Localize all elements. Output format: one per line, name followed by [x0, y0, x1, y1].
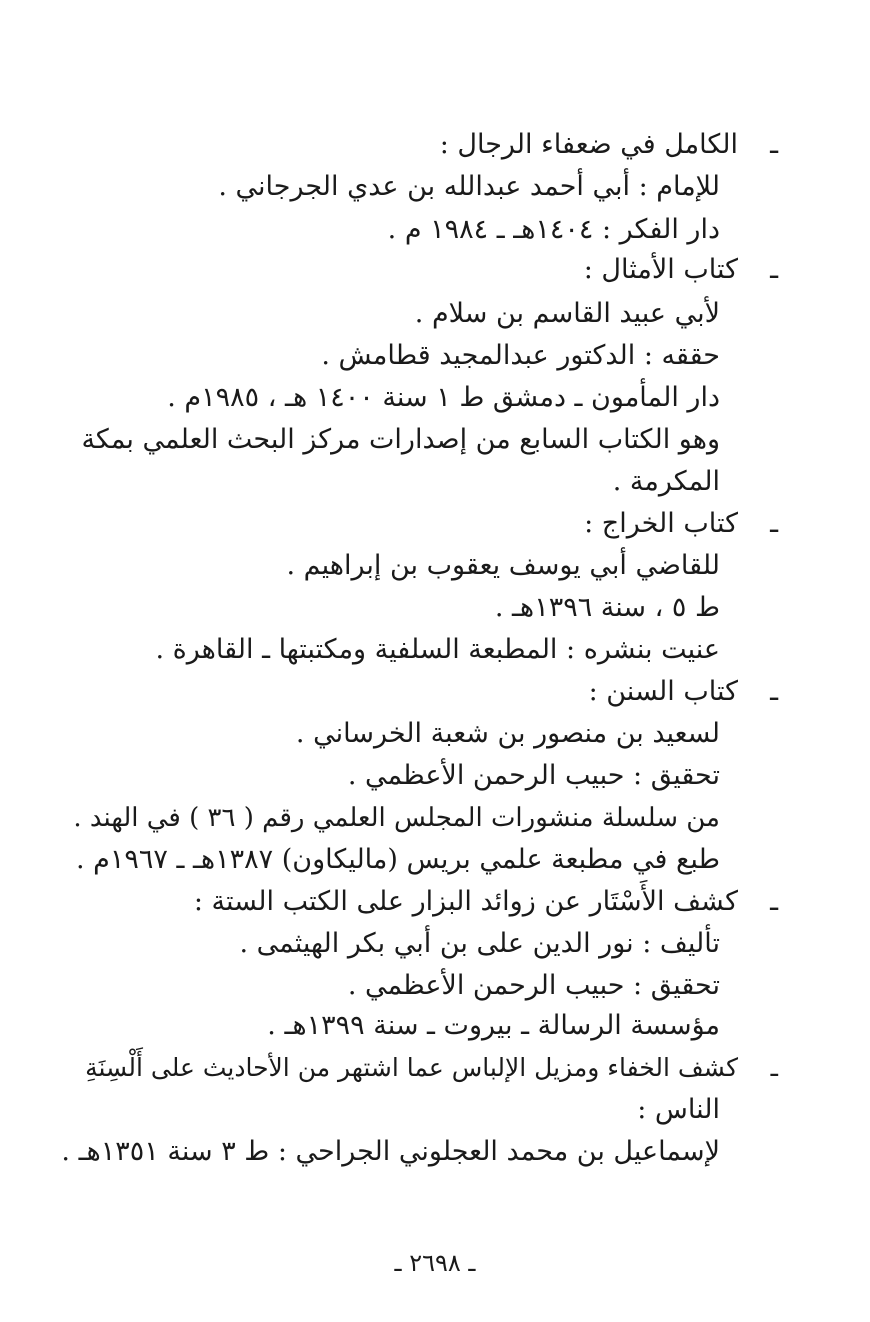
entry-line: من سلسلة منشورات المجلس العلمي رقم ( ٣٦ ) في الهند . — [73, 803, 720, 833]
bullet-dash: ـ — [770, 254, 778, 285]
entry-line: لإسماعيل بن محمد العجلوني الجراحي : ط ٣ سنة ١٣٥١هـ . — [61, 1136, 720, 1167]
bullet-dash: ـ — [770, 129, 778, 160]
entry-line: تحقيق : حبيب الرحمن الأعظمي . — [347, 760, 720, 791]
entry-line: مؤسسة الرسالة ـ بيروت ـ سنة ١٣٩٩هـ . — [267, 1010, 720, 1041]
entry-line: المكرمة . — [612, 466, 720, 497]
entry-line: تحقيق : حبيب الرحمن الأعظمي . — [347, 970, 720, 1001]
entry-line: دار المأمون ـ دمشق ط ١ سنة ١٤٠٠ هـ ، ١٩٨٥م . — [167, 382, 720, 413]
entry-line: تأليف : نور الدين على بن أبي بكر الهيثمى . — [239, 928, 720, 959]
entry-title-text: الكامل في ضعفاء الرجال : — [439, 129, 738, 160]
entry-title — [440, 125, 778, 165]
bullet-dash: ـ — [770, 1053, 778, 1082]
entry-title-text: كتاب الخراج : — [584, 508, 738, 539]
bullet-dash: ـ — [770, 508, 778, 539]
entry-title — [584, 250, 778, 290]
entry-title — [85, 1048, 778, 1088]
entry-title-text: كتاب السنن : — [588, 676, 738, 707]
entry-line: دار الفكر : ١٤٠٤هـ ـ ١٩٨٤ م . — [387, 214, 720, 245]
entry-title-text: كتاب الأمثال : — [583, 254, 738, 285]
entry-line: لأبي عبيد القاسم بن سلام . — [414, 298, 720, 329]
entry-title — [589, 672, 778, 712]
entry-title — [584, 504, 778, 544]
entry-line: طبع في مطبعة علمي بريس (ماليكاون) ١٣٨٧هـ ـ ١٩٦٧م . — [76, 844, 720, 875]
entry-title-text: كشف الخفاء ومزيل الإلباس عما اشتهر من الأحاديث على أَلْسِنَةِ — [85, 1053, 738, 1082]
bullet-dash: ـ — [770, 676, 778, 707]
entry-line: عنيت بنشره : المطبعة السلفية ومكتبتها ـ القاهرة . — [155, 634, 720, 665]
entry-title-text: كشف الأَسْتَار عن زوائد البزار على الكتب الستة : — [193, 886, 738, 917]
entry-line: للقاضي أبي يوسف يعقوب بن إبراهيم . — [286, 550, 720, 581]
entry-line: ط ٥ ، سنة ١٣٩٦هـ . — [494, 592, 720, 623]
entry-line: وهو الكتاب السابع من إصدارات مركز البحث العلمي بمكة — [81, 424, 720, 455]
bullet-dash: ـ — [770, 886, 778, 917]
entry-line: للإمام : أبي أحمد عبدالله بن عدي الجرجاني . — [218, 171, 720, 202]
entry-line: حققه : الدكتور عبدالمجيد قطامش . — [321, 340, 720, 371]
entry-line: الناس : — [637, 1094, 720, 1125]
entry-line: لسعيد بن منصور بن شعبة الخرساني . — [295, 718, 720, 749]
entry-title — [194, 882, 778, 922]
page-number: ـ ٢٦٩٨ ـ — [394, 1249, 476, 1277]
